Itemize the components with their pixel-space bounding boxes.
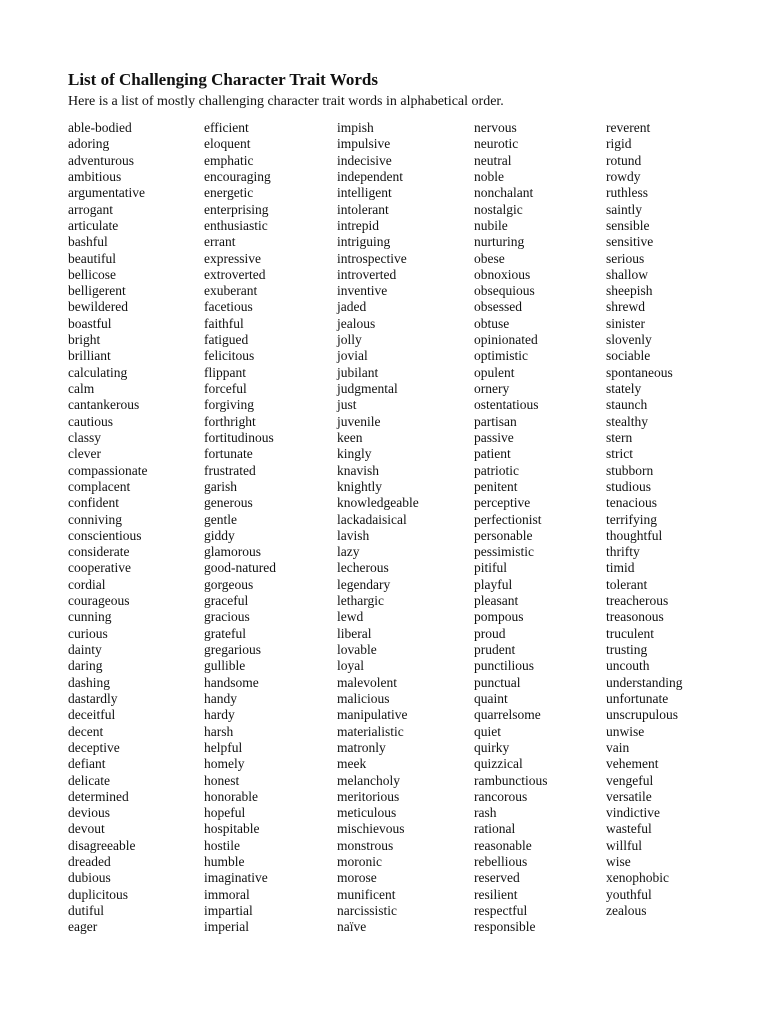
word-item: treacherous (606, 593, 669, 609)
word-item: obnoxious (474, 266, 531, 282)
word-item: defiant (68, 756, 106, 772)
word-item: timid (606, 560, 635, 576)
word-item: conniving (68, 511, 122, 527)
word-item: knowledgeable (337, 495, 419, 511)
word-item: reasonable (474, 837, 532, 853)
word-item: gracious (204, 609, 250, 625)
word-item: strict (606, 446, 633, 462)
word-item: pitiful (474, 560, 507, 576)
word-item: sensitive (606, 234, 654, 250)
word-item: pompous (474, 609, 524, 625)
word-item: rash (474, 805, 497, 821)
word-item: imaginative (204, 870, 268, 886)
word-item: thoughtful (606, 527, 663, 543)
word-item: juvenile (337, 413, 381, 429)
word-item: ambitious (68, 168, 122, 184)
word-item: spontaneous (606, 364, 673, 380)
word-item: pleasant (474, 593, 519, 609)
word-item: confident (68, 495, 119, 511)
word-item: responsible (474, 919, 536, 935)
word-item: daring (68, 658, 103, 674)
word-item: complacent (68, 478, 131, 494)
word-item: treasonous (606, 609, 664, 625)
word-item: calculating (68, 364, 128, 380)
word-item: facetious (204, 299, 253, 315)
word-item: grateful (204, 625, 246, 641)
word-item: hostile (204, 837, 240, 853)
word-item: penitent (474, 478, 518, 494)
word-item: nonchalant (474, 185, 534, 201)
word-item: perfectionist (474, 511, 542, 527)
word-item: morose (337, 870, 377, 886)
word-item: jolly (337, 332, 362, 348)
word-item: moronic (337, 854, 382, 870)
word-item: stealthy (606, 413, 648, 429)
word-item: just (337, 397, 357, 413)
word-item: tenacious (606, 495, 657, 511)
word-item: xenophobic (606, 870, 669, 886)
word-item: liberal (337, 625, 372, 641)
word-item: respectful (474, 903, 528, 918)
word-item: expressive (204, 250, 261, 266)
word-item: quizzical (474, 756, 523, 772)
word-item: cunning (68, 609, 112, 625)
word-item: obtuse (474, 315, 510, 331)
word-item: lewd (337, 609, 364, 625)
word-item: sensible (606, 217, 650, 233)
word-item: argumentative (68, 185, 145, 201)
word-column-3 (337, 120, 419, 936)
word-item: clever (68, 446, 101, 462)
word-item: knightly (337, 478, 383, 494)
word-item: serious (606, 250, 645, 266)
word-item: studious (606, 478, 652, 494)
word-item: perceptive (474, 495, 531, 511)
word-item: rancorous (474, 788, 528, 804)
word-item: introverted (337, 266, 397, 282)
word-item: materialistic (337, 723, 404, 739)
word-item: flippant (204, 364, 246, 380)
word-item: dubious (68, 870, 111, 886)
word-item: conscientious (68, 527, 142, 543)
word-item: forthright (204, 413, 256, 429)
word-item: duplicitous (68, 886, 128, 902)
word-item: punctual (474, 674, 521, 690)
word-item: graceful (204, 593, 249, 609)
word-item: dutiful (68, 903, 104, 918)
word-item: gregarious (204, 642, 261, 657)
word-item: intolerant (337, 201, 389, 217)
intro-text: Here is a list of mostly challenging character trait words in alphabetical order. (68, 94, 504, 109)
word-item: neutral (474, 152, 512, 168)
word-item: obsessed (474, 299, 522, 315)
word-item: sheepish (606, 283, 653, 299)
word-item: patient (474, 446, 511, 462)
word-item: determined (68, 788, 129, 804)
word-item: knavish (337, 462, 379, 478)
word-item: impartial (204, 903, 253, 918)
word-item: playful (474, 576, 513, 592)
word-item: handsome (204, 674, 259, 690)
word-item: vain (606, 739, 630, 755)
word-item: prudent (474, 642, 516, 657)
word-item: zealous (606, 903, 647, 918)
word-item: cautious (68, 413, 113, 429)
word-item: unfortunate (606, 690, 669, 706)
word-item: ruthless (606, 185, 648, 201)
word-item: rational (474, 821, 516, 837)
word-item: handy (204, 690, 237, 706)
word-item: stately (606, 381, 642, 396)
word-item: articulate (68, 217, 119, 233)
word-item: forgiving (204, 397, 254, 413)
word-item: fortunate (204, 446, 253, 462)
word-item: imperial (204, 919, 249, 935)
word-item: generous (204, 495, 253, 511)
word-item: cantankerous (68, 397, 140, 413)
word-item: truculent (606, 625, 654, 641)
word-item: sociable (606, 348, 651, 364)
word-item: partisan (474, 413, 517, 429)
word-item: mischievous (337, 821, 405, 837)
word-item: lethargic (337, 593, 384, 609)
word-column-4 (474, 120, 548, 936)
word-item: dreaded (68, 854, 111, 870)
word-item: bewildered (68, 299, 128, 315)
word-item: enterprising (204, 201, 269, 217)
word-item: saintly (606, 201, 642, 217)
word-item: homely (204, 756, 245, 772)
word-item: glamorous (204, 544, 261, 560)
word-item: monstrous (337, 837, 394, 853)
word-item: optimistic (474, 348, 528, 364)
word-item: jaded (337, 299, 367, 315)
word-item: obsequious (474, 283, 535, 299)
word-item: keen (337, 429, 363, 445)
word-item: stubborn (606, 462, 654, 478)
word-item: munificent (337, 886, 396, 902)
word-item: gullible (204, 658, 246, 674)
word-item: humble (204, 854, 245, 870)
word-item: jealous (337, 315, 376, 331)
word-item: loyal (337, 658, 364, 674)
word-item: bright (68, 332, 101, 348)
word-item: meek (337, 756, 367, 772)
word-item: faithful (204, 315, 244, 331)
word-item: frustrated (204, 462, 256, 478)
word-item: legendary (337, 576, 391, 592)
word-item: manipulative (337, 707, 408, 723)
word-item: lazy (337, 544, 360, 560)
word-item: belligerent (68, 283, 126, 299)
word-item: meticulous (337, 805, 397, 821)
word-item: classy (68, 429, 101, 445)
word-item: stern (606, 429, 633, 445)
word-item: bellicose (68, 266, 116, 282)
word-item: personable (474, 527, 533, 543)
word-item: unscrupulous (606, 707, 678, 723)
word-item: opinionated (474, 332, 538, 348)
word-item: thrifty (606, 544, 640, 560)
word-item: gentle (204, 511, 237, 527)
word-item: vehement (606, 756, 659, 772)
word-item: impish (337, 120, 374, 135)
word-item: impulsive (337, 136, 391, 152)
word-item: understanding (606, 674, 683, 690)
word-item: rowdy (606, 168, 641, 184)
word-item: eager (68, 919, 98, 935)
word-item: eloquent (204, 136, 251, 152)
word-item: wasteful (606, 821, 652, 837)
word-item: boastful (68, 315, 112, 331)
word-item: gorgeous (204, 576, 254, 592)
word-item: dashing (68, 674, 110, 690)
word-item: able-bodied (68, 120, 132, 135)
word-item: meritorious (337, 788, 400, 804)
word-item: shrewd (606, 299, 645, 315)
word-item: bashful (68, 234, 108, 250)
word-item: neurotic (474, 136, 519, 152)
word-item: terrifying (606, 511, 657, 527)
word-item: adoring (68, 136, 110, 152)
word-item: considerate (68, 544, 130, 560)
word-columns (68, 120, 758, 1000)
word-item: inventive (337, 283, 388, 299)
word-item: exuberant (204, 283, 258, 299)
word-item: jovial (337, 348, 368, 364)
word-item: efficient (204, 120, 249, 135)
word-item: slovenly (606, 332, 652, 348)
word-column-1 (68, 120, 147, 936)
word-item: ostentatious (474, 397, 539, 413)
word-item: unwise (606, 723, 645, 739)
word-item: honorable (204, 788, 258, 804)
word-item: opulent (474, 364, 515, 380)
word-item: errant (204, 234, 236, 250)
word-item: youthful (606, 886, 652, 902)
word-item: hospitable (204, 821, 260, 837)
word-item: staunch (606, 397, 648, 413)
word-item: versatile (606, 788, 652, 804)
word-item: proud (474, 625, 506, 641)
word-item: introspective (337, 250, 407, 266)
word-item: rambunctious (474, 772, 548, 788)
word-item: beautiful (68, 250, 116, 266)
word-item: tolerant (606, 576, 648, 592)
word-item: arrogant (68, 201, 113, 217)
word-item: hopeful (204, 805, 246, 821)
word-item: rebellious (474, 854, 528, 870)
word-item: nurturing (474, 234, 525, 250)
word-item: kingly (337, 446, 372, 462)
word-item: courageous (68, 593, 130, 609)
word-item: quarrelsome (474, 707, 541, 723)
word-item: indecisive (337, 152, 392, 168)
word-item: patriotic (474, 462, 519, 478)
word-item: obese (474, 250, 505, 266)
word-item: enthusiastic (204, 217, 268, 233)
word-item: delicate (68, 772, 110, 788)
word-item: calm (68, 381, 95, 396)
word-item: emphatic (204, 152, 254, 168)
word-item: intelligent (337, 185, 392, 201)
word-item: disagreeable (68, 837, 136, 853)
word-item: curious (68, 625, 108, 641)
word-item: sinister (606, 315, 645, 331)
word-item: intrepid (337, 217, 379, 233)
word-item: fatigued (204, 332, 249, 348)
word-item: ornery (474, 381, 510, 396)
word-item: reserved (474, 870, 520, 886)
word-item: dainty (68, 642, 102, 657)
word-item: jubilant (337, 364, 379, 380)
word-item: quaint (474, 690, 508, 706)
word-item: reverent (606, 120, 651, 135)
word-item: pessimistic (474, 544, 534, 560)
word-item: encouraging (204, 168, 271, 184)
word-item: rotund (606, 152, 642, 168)
word-item: naïve (337, 919, 367, 935)
word-item: lackadaisical (337, 511, 407, 527)
word-item: lovable (337, 642, 377, 657)
word-item: wise (606, 854, 631, 870)
word-item: decent (68, 723, 104, 739)
word-item: energetic (204, 185, 254, 201)
word-item: extroverted (204, 266, 266, 282)
word-item: nubile (474, 217, 508, 233)
word-item: willful (606, 837, 642, 853)
word-item: quiet (474, 723, 501, 739)
word-item: quirky (474, 739, 510, 755)
word-item: devious (68, 805, 110, 821)
word-item: trusting (606, 642, 648, 657)
word-item: nostalgic (474, 201, 523, 217)
word-item: melancholy (337, 772, 400, 788)
word-item: shallow (606, 266, 648, 282)
word-item: intriguing (337, 234, 391, 250)
word-item: vengeful (606, 772, 654, 788)
word-item: brilliant (68, 348, 111, 364)
word-item: compassionate (68, 462, 148, 478)
word-item: deceitful (68, 707, 116, 723)
word-item: independent (337, 168, 403, 184)
word-item: good-natured (204, 560, 276, 576)
page-title: List of Challenging Character Trait Words (68, 70, 378, 89)
word-item: hardy (204, 707, 235, 723)
word-item: malevolent (337, 674, 397, 690)
word-item: adventurous (68, 152, 134, 168)
word-item: forceful (204, 381, 247, 396)
word-item: nervous (474, 120, 517, 135)
word-item: matronly (337, 739, 386, 755)
word-item: deceptive (68, 739, 120, 755)
word-item: lecherous (337, 560, 389, 576)
word-item: rigid (606, 136, 632, 152)
word-item: uncouth (606, 658, 650, 674)
word-item: helpful (204, 739, 243, 755)
word-item: harsh (204, 723, 234, 739)
word-item: immoral (204, 886, 250, 902)
word-item: noble (474, 168, 504, 184)
document-page (68, 69, 758, 935)
word-column-5 (606, 120, 683, 919)
word-item: vindictive (606, 805, 660, 821)
word-item: devout (68, 821, 105, 837)
word-item: cordial (68, 576, 106, 592)
word-item: lavish (337, 527, 370, 543)
word-item: judgmental (337, 381, 398, 396)
word-item: cooperative (68, 560, 131, 576)
word-column-2 (204, 120, 276, 936)
word-item: punctilious (474, 658, 534, 674)
word-item: dastardly (68, 690, 118, 706)
word-item: honest (204, 772, 240, 788)
word-item: giddy (204, 527, 235, 543)
word-item: garish (204, 478, 237, 494)
word-item: resilient (474, 886, 518, 902)
word-item: felicitous (204, 348, 255, 364)
word-item: narcissistic (337, 903, 397, 918)
word-item: fortitudinous (204, 429, 274, 445)
word-item: passive (474, 429, 514, 445)
word-item: malicious (337, 690, 390, 706)
